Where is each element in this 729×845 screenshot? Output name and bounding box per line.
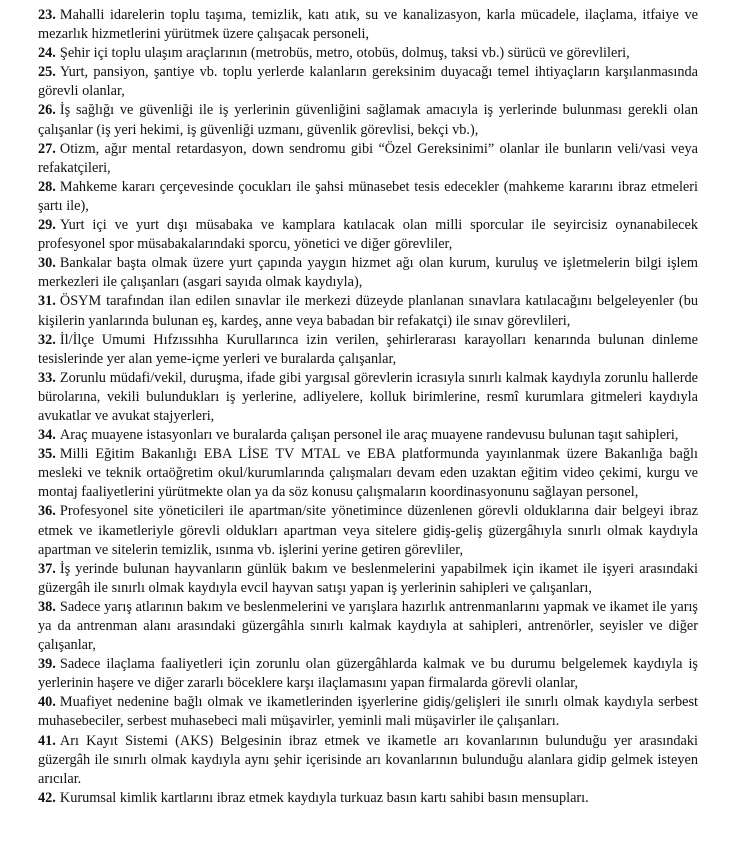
item-text: Zorunlu müdafi/vekil, duruşma, ifade gibi yargısal görevlerin icrasıyla sınırlı kalmak kaydıyla zorunlu hallerde bürolarına, vekili bulundukları iş yerlerine, adliyelere, kolluk birimlerine, resmî kurumlara gitmeleri kaydıyla avukatlar ve avukat stajyerleri, — [38, 369, 698, 424]
item-number: 24. — [38, 45, 56, 62]
list-item — [38, 331, 698, 369]
item-number: 36. — [38, 503, 56, 520]
item-text: Kurumsal kimlik kartlarını ibraz etmek kaydıyla turkuaz basın kartı sahibi basın mensupları. — [59, 789, 589, 806]
item-text: Sadece yarış atlarının bakım ve beslenmelerini ve yarışlara hazırlık antrenmanlarını yapmak ve ikamet ile yarış ya da antrenman alanı arasındaki güzergâhla sınırlı kalmak kaydıyla at sahipleri, antrenörler, seyisler ve diğer çalışanlar, — [38, 598, 698, 654]
item-number: 39. — [38, 656, 56, 673]
item-text: İl/İlçe Umumi Hıfzıssıhha Kurullarınca izin verilen, şehirlerarası karayolları kenarında bulunan dinleme tesislerinde yer alan yeme-içme yerleri ve buralarda çalışanlar, — [38, 331, 698, 367]
item-number: 28. — [38, 178, 56, 195]
list-item — [38, 502, 698, 559]
item-number: 23. — [38, 7, 56, 23]
item-text: Mahkeme kararı çerçevesinde çocukları ile şahsi münasebet tesis edecekler (mahkeme kararını ibraz etmeleri şartı ile), — [38, 178, 698, 214]
list-item — [38, 140, 698, 178]
list-item — [38, 292, 698, 330]
list-item — [38, 178, 698, 216]
item-text: Sadece ilaçlama faaliyetleri için zorunlu olan güzergâhlarda kalmak ve bu durumu belgelemek kaydıyla iş yerlerinin haşere ve diğer zararlı böceklere karşı ilaçlamasını yapan firmalarda görevli olanlar, — [38, 656, 698, 692]
list-item — [38, 6, 698, 44]
item-text: İş sağlığı ve güvenliği ile iş yerlerinin güvenliğini sağlamak amacıyla iş yerlerinde bulunması gerekli olan çalışanlar (iş yeri hekimi, iş güvenliği uzmanı, güvenlik görevlisi, bekçi vb.), — [38, 102, 698, 138]
item-number: 29. — [38, 217, 56, 234]
item-number: 30. — [38, 255, 56, 272]
list-item — [38, 216, 698, 254]
list-item — [38, 63, 698, 101]
item-number: 25. — [38, 64, 56, 81]
list-item — [38, 598, 698, 655]
item-number: 41. — [38, 732, 56, 749]
list-item — [38, 655, 698, 693]
list-item — [38, 426, 698, 445]
item-text: Milli Eğitim Bakanlığı EBA LİSE TV MTAL ve EBA platformunda yayınlanmak üzere Bakanlığa bağlı mesleki ve teknik ortaöğretim okul/kurumlarında çalışmaları devam eden uzaktan eğitim video çekimi, kurgu ve montaj faaliyetlerini yürütmekte olan ya da söz konusu çalışmaların koordinasyonunu sağlayan personel, — [38, 446, 698, 501]
item-text: Şehir içi toplu ulaşım araçlarının (metrobüs, metro, otobüs, dolmuş, taksi vb.) sürücü ve görevlileri, — [59, 45, 630, 62]
item-text: Profesyonel site yöneticileri ile apartman/site yönetimince düzenlenen görevli olduklarına dair belgeyi ibraz etmek ve ikametleriyle görevli oldukları apartman veya sitelere gidiş-geliş güzergâhıyla sınırlı olmak kaydıyla apartman ve sitelerin temizlik, ısınma vb. işlerini yerine getiren görevliler, — [38, 503, 698, 558]
list-item — [38, 445, 698, 502]
item-text: Otizm, ağır mental retardasyon, down sendromu gibi “Özel Gereksinimi” olanlar ile bunların veli/vasi veya refakatçileri, — [38, 140, 698, 176]
list-item — [38, 369, 698, 426]
list-item — [38, 732, 698, 789]
item-text: İş yerinde bulunan hayvanların günlük bakım ve beslenmelerini yapabilmek için ikamet ile işyeri arasındaki güzergâh ile sınırlı olmak kaydıyla evcil hayvan satışı yapan iş yerlerinin sahipleri ve çalışanları, — [38, 560, 698, 596]
list-item — [38, 693, 698, 731]
list-item — [38, 44, 698, 63]
item-text: ÖSYM tarafından ilan edilen sınavlar ile merkezi düzeyde planlanan sınavlara katılacağını belgeleyenler (bu kişilerin yanlarında bulunan eş, kardeş, anne veya babadan bir refakatçi) ile sınav görevlileri, — [38, 293, 698, 329]
item-text: Yurt içi ve yurt dışı müsabaka ve kamplara katılacak olan milli sporcular ile seyircisiz oynanabilecek profesyonel spor müsabakalarındaki sporcu, yönetici ve diğer görevliler, — [38, 217, 698, 253]
item-number: 26. — [38, 102, 56, 119]
item-number: 37. — [38, 560, 56, 577]
item-text: Mahalli idarelerin toplu taşıma, temizlik, katı atık, su ve kanalizasyon, karla mücadele, ilaçlama, itfaiye ve mezarlık hizmetlerini yürütmek üzere çalışacak personeli, — [38, 7, 698, 43]
list-item — [38, 101, 698, 139]
item-text: Bankalar başta olmak üzere yurt çapında yaygın hizmet ağı olan kurum, kuruluş ve işletmelerin bilgi işlem merkezleri ile çalışanları (asgari sayıda olmak kaydıyla), — [38, 255, 698, 291]
list-item — [38, 560, 698, 598]
list-item — [38, 789, 698, 808]
list-item — [38, 254, 698, 292]
item-text: Muafiyet nedenine bağlı olmak ve ikametlerinden işyerlerine gidiş/gelişleri ile sınırlı olmak kaydıyla serbest muhasebeciler, serbest muhasebeci mali müşavirler, yeminli mali müşavirler ile çalışanları. — [38, 694, 698, 730]
item-text: Arı Kayıt Sistemi (AKS) Belgesinin ibraz etmek ve ikametle arı kovanlarının bulunduğu yer arasındaki güzergâh ile sınırlı olmak kaydıyla aynı şehir içerisinde arı kovanlarının bulunduğu alanlara gidip gelmek isteyen arıcılar. — [38, 732, 698, 787]
item-number: 34. — [38, 427, 56, 444]
item-number: 27. — [38, 140, 56, 157]
item-number: 38. — [38, 598, 56, 615]
item-number: 33. — [38, 369, 56, 386]
item-text: Araç muayene istasyonları ve buralarda çalışan personel ile araç muayene randevusu bulunan taşıt sahipleri, — [59, 427, 679, 444]
item-number: 40. — [38, 694, 56, 711]
item-number: 35. — [38, 446, 56, 463]
item-text: Yurt, pansiyon, şantiye vb. toplu yerlerde kalanların gereksinim duyacağı temel ihtiyaçların karşılanmasında görevli olanlar, — [38, 64, 698, 100]
item-number: 32. — [38, 331, 56, 348]
item-number: 42. — [38, 789, 56, 806]
item-number: 31. — [38, 293, 56, 310]
